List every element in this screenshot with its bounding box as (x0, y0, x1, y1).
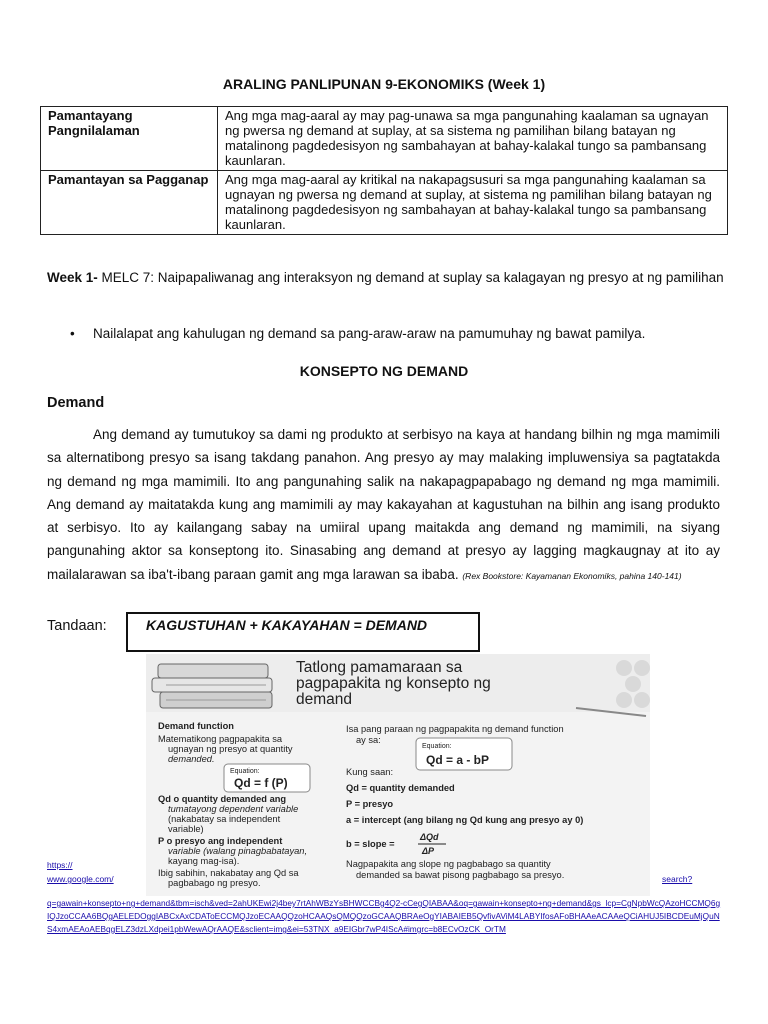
graphic-text: (nakabatay sa independent (168, 814, 281, 824)
graphic-text: Matematikong pagpapakita sa (158, 734, 283, 744)
graphic-text: Qd = quantity demanded (346, 783, 455, 793)
graphic-title-line2: pagpapakita ng konsepto ng (296, 675, 491, 692)
document-title: ARALING PANLIPUNAN 9-EKONOMIKS (Week 1) (222, 76, 546, 92)
graphic-text: variable) (168, 824, 204, 834)
graphic-text: pagbabago ng presyo. (168, 878, 261, 888)
graphic-text: Isa pang paraan ng pagpapakita ng demand function (346, 724, 564, 734)
paragraph-text: Ang demand ay tumutukoy sa dami ng produkto at serbisyo na kaya at handang bilhin ng mga mamimili sa alternatibong presyo sa isang takdang panahon. Ang presyo ay may malaking impluwensiya sa pagtatakda ng demand ng mga mamimili. Ito ang pangunahing salik na nakapagpapabago ng demand ng mga mamimili. Ang demand ay maitatakda kung ang mamimili ay may kakayahan at kagustuhan na bilhin ang isang produkto at serbisyo. Ito ay kailangang sabay na umiiral upang maitakda ang demand ng mamimili, na siyang pangunahing aktor sa konseptong ito. Sinasabing ang demand at presyo ay lagging magkaugnay at ito ay mailalarawan sa iba't-ibang paraan gamit ang mga larawan sa ibaba. (47, 427, 720, 582)
equation: Qd = f (P) (234, 776, 288, 790)
standard-label: Pamantayang Pangnilalaman (41, 107, 218, 171)
source-link-query[interactable]: q=gawain+konsepto+ng+demand&tbm=isch&ved=2ahUKEwi2j4bey7rtAhWBzYsBHWCCBg4Q2-cCegQIABAA&oq=gawain+konsepto+ng+demand&gs_lcp=CgNpbWcQAzoHCCMQ6gIQJzoCCAA6BQgAELEDOggIABCxAxCDAToECCMQJzoECAAQQzoHCAAQsQMQQzoGCAAQBRAeOgYIABAIEB5QvfivAViM4LABYIfosAFoBHAAeACAAeQCiAHUJ5IBCDEuMjQuNS4xmAEAoAEBqgELZ3dzLXdpei1pbWewAQrAAQE&sclient=img&ei=53TNX_a9EIGbr7wP4IScA#imgrc=b8ECvOzCK_OrTM (47, 898, 721, 934)
table-row (41, 171, 728, 235)
standard-label: Pamantayan sa Pagganap (41, 171, 218, 235)
equation: Qd = a - bP (426, 753, 490, 767)
week-objective (47, 266, 727, 290)
bullet-icon: • (70, 326, 75, 341)
graphic-text: demanded sa bawat pisong pagbabago sa presyo. (356, 870, 565, 880)
graphic-text: a = intercept (ang bilang ng Qd kung ang presyo ay 0) (346, 815, 584, 825)
graphic-text: ugnayan ng presyo at quantity (168, 744, 293, 754)
graphic-text: P = presyo (346, 799, 394, 809)
source-link-part1[interactable]: https:// (47, 860, 73, 870)
graphic-title-line3: demand (296, 691, 353, 708)
citation: (Rex Bookstore: Kayamanan Ekonomiks, pahina 140-141) (462, 570, 682, 581)
week-label: Week 1- (47, 270, 98, 285)
graphic-text: variable (walang pinagbabatayan, (168, 846, 308, 856)
source-link-part3[interactable]: search? (662, 874, 693, 884)
graphic-text: tumatayong dependent variable (168, 804, 299, 814)
slope-denominator: ΔP (422, 846, 435, 856)
graphic-text: demanded. (168, 754, 215, 764)
graphic-text: ay sa: (356, 735, 381, 745)
eq-label: Equation: (422, 743, 452, 750)
standard-text: Ang mga mag-aaral ay may pag-unawa sa mga pangunahing kaalaman sa ugnayan ng pwersa ng demand at suplay, at sa sistema ng pamilihan bilang batayan ng matalinong pagdedesisyon ng sambahayan at bahay-kalakal tungo sa pambansang kaunlaran. (218, 107, 728, 171)
slope-numerator: ΔQd (420, 832, 439, 842)
graphic-left-heading: Demand function (158, 721, 234, 731)
week-text: MELC 7: Naipapaliwanag ang interaksyon ng demand at suplay sa kalagayan ng presyo at ng pamilihan (97, 270, 724, 285)
subheading: Demand (47, 395, 105, 411)
graphic-text: Kung saan: (346, 767, 394, 777)
graphic-text: kayang mag-isa). (168, 856, 240, 866)
books-icon (152, 664, 272, 708)
standards-table (40, 106, 728, 235)
graphic-text: Qd o quantity demanded ang (158, 794, 287, 804)
bullet-text: Nailalapat ang kahulugan ng demand sa pang-araw-araw na pamumuhay ng bawat pamilya. (93, 326, 646, 341)
formula-text: KAGUSTUHAN + KAKAYAHAN = DEMAND (146, 617, 428, 633)
tandaan-label: Tandaan: (47, 618, 107, 634)
demand-paragraph (47, 423, 720, 588)
graphic-text: Ibig sabihin, nakabatay ang Qd sa (158, 868, 299, 878)
standard-text: Ang mga mag-aaral ay kritikal na nakapagsusuri sa mga pangunahing kaalaman sa ugnayan ng pwersa ng demand at suplay, at sistema ng pamilihan bilang batayan ng matalinong pagdedesisyon ng sambahayan at bahay-kalakal tungo sa pambansang kaunlaran. (218, 171, 728, 235)
graphic-text: P o presyo ang independent (158, 836, 283, 846)
graphic-text: b = slope = (346, 839, 395, 849)
table-row (41, 107, 728, 171)
demand-infographic (146, 654, 650, 896)
graphic-title-line1: Tatlong pamamaraan sa (296, 659, 463, 676)
source-link-part2[interactable]: www.google.com/ (47, 874, 114, 884)
section-title: KONSEPTO NG DEMAND (299, 363, 469, 379)
eq-label: Equation: (230, 768, 260, 775)
graphic-text: Nagpapakita ang slope ng pagbabago sa quantity (346, 859, 551, 869)
